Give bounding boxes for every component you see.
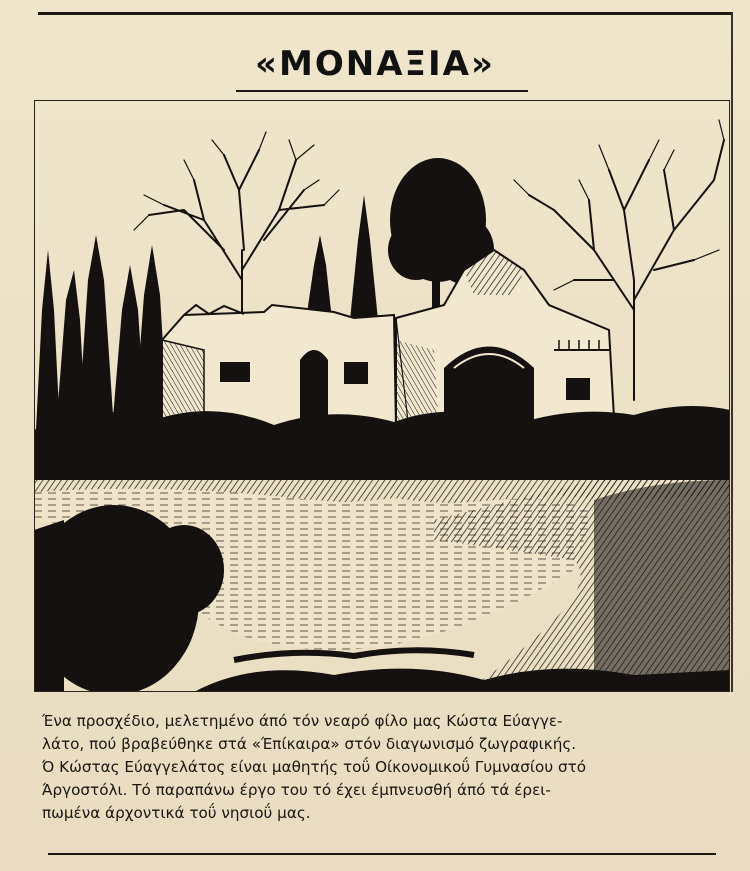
cypress-trees-left — [36, 235, 168, 430]
foreground-bush-left — [34, 505, 224, 692]
title-underline — [236, 90, 528, 92]
window — [344, 362, 368, 384]
illustration-caption — [42, 710, 714, 825]
window — [220, 362, 250, 382]
caption-line: Ό Κώστας Εύαγγελάτος είναι μαθητής τοΰ Οίκονομικοΰ Γυμνασίου στό — [42, 758, 586, 776]
caption-line: Ένα προσχέδιο, μελετημένο άπό τόν νεαρό φίλο μας Κώστα Εύαγγε- — [42, 712, 563, 730]
ruined-mansion-illustration — [34, 100, 730, 692]
top-rule — [38, 12, 732, 15]
ruined-mansion — [162, 250, 614, 430]
bare-tree-left — [134, 132, 339, 325]
bottom-rule — [48, 853, 716, 855]
illustration-frame-right — [731, 12, 733, 692]
article-title: «ΜΟΝΑΞΙΑ» — [255, 44, 495, 84]
caption-line: πωμένα άρχοντικά τοΰ νησιοΰ μας. — [42, 804, 311, 822]
caption-line: λάτο, πού βραβεύθηκε στά «Έπίκαιρα» στόν διαγωνισμό ζωγραφικής. — [42, 735, 577, 753]
caption-line: Άργοστόλι. Τό παραπάνω έργο του τό έχει έμπνευσθή άπό τά έρει- — [42, 781, 551, 799]
cypress-trees-center — [306, 195, 378, 320]
window — [566, 378, 590, 400]
